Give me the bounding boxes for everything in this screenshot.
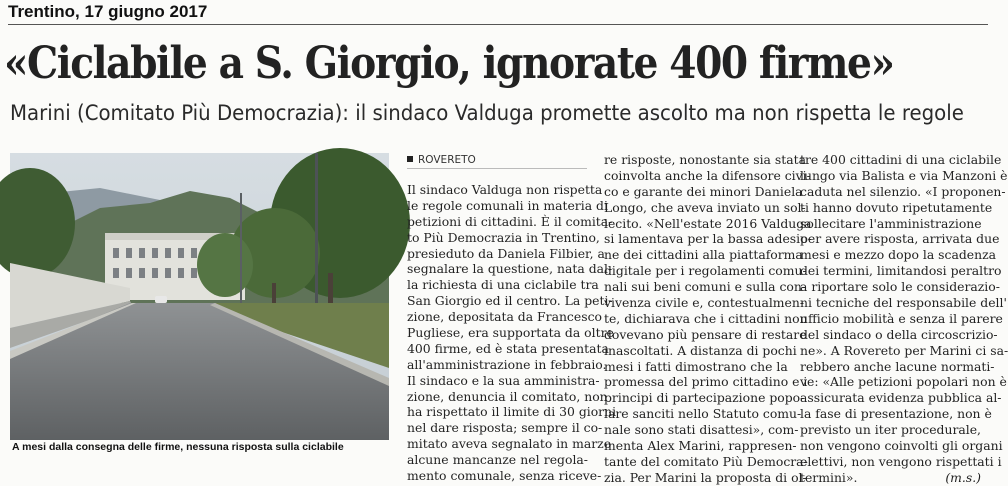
- article-line: ne dei cittadini alla piattaforma: [604, 247, 803, 263]
- article-line: lecito. «Nell'estate 2016 Valduga: [604, 215, 812, 231]
- article-line: caduta nel silenzio. «I proponen-: [800, 183, 1006, 199]
- article-line: vivenza civile e, contestualmen-: [604, 295, 805, 311]
- article-line: ti hanno dovuto ripetutamente: [800, 199, 993, 215]
- article-line: assicurata evidenza pubblica al-: [800, 390, 1002, 406]
- section-tag: [407, 154, 587, 169]
- article-column-1: [407, 182, 617, 484]
- article-line: Il sindaco Valduga non rispetta: [407, 182, 603, 197]
- article-line: tre 400 cittadini di una ciclabile: [800, 152, 1002, 167]
- article-line: la fase di presentazione, non è: [800, 406, 992, 422]
- article-line: alcune mancanze nel regola-: [407, 452, 588, 468]
- article-line: petizioni di cittadini. È il comita-: [407, 213, 613, 229]
- article-line: San Giorgio ed il centro. La peti-: [407, 293, 613, 309]
- source-date-line: Trentino, 17 giugno 2017: [8, 2, 208, 21]
- article-line: Il sindaco e la sua amministra-: [407, 372, 600, 388]
- article-line: per avere risposta, arrivata due: [800, 231, 1000, 247]
- article-line: presieduto da Daniela Filbier, a: [407, 245, 605, 261]
- article-line: zione, depositata da Francesco: [407, 309, 602, 325]
- article-line: Pugliese, era supportata da oltre: [407, 325, 614, 341]
- article-line: ha rispettato il limite di 30 giorni: [407, 404, 617, 420]
- article-line: a riportare solo le considerazio-: [800, 279, 1000, 295]
- article-line: promessa del primo cittadino e i: [604, 374, 808, 390]
- section-marker-icon: [407, 156, 413, 162]
- article-column-2: [604, 152, 812, 486]
- article-line: ufficio mobilità e senza il parere: [800, 310, 1003, 326]
- article-line: la richiesta di una ciclabile tra: [407, 277, 599, 293]
- article-line: all'amministrazione in febbraio.: [407, 356, 607, 372]
- article-line: zione, denuncia il comitato, non: [407, 388, 608, 404]
- article-line: mitato aveva segnalato in marzo: [407, 436, 612, 452]
- article-line: lungo via Balista e via Manzoni è: [800, 167, 1008, 183]
- article-line: 400 firme, ed è stata presentata: [407, 340, 609, 356]
- article-line: nali sui beni comuni e sulla con-: [604, 279, 807, 295]
- article-line: elettivi, non vengono rispettati i: [800, 453, 1002, 469]
- article-line: dei termini, limitandosi peraltro: [800, 263, 1002, 279]
- headline: «Ciclabile a S. Giorgio, ignorate 400 firme»: [4, 38, 894, 89]
- subheadline: Marini (Comitato Più Democrazia): il sindaco Valduga promette ascolto ma non rispetta le regole: [10, 101, 964, 125]
- article-line: zia. Per Marini la proposta di ol-: [604, 469, 807, 485]
- article-line: del sindaco o della circoscrizio-: [800, 326, 998, 342]
- article-photo: [10, 153, 389, 440]
- section-tag-label: ROVERETO: [418, 154, 476, 166]
- article-line: Longo, che aveva inviato un sol-: [604, 199, 806, 215]
- article-line: mento comunale, senza riceve-: [407, 468, 602, 484]
- author-signature: (m.s.): [945, 470, 981, 485]
- article-line: nale sono stati disattesi», com-: [604, 422, 799, 438]
- article-line: lare sanciti nello Statuto comu-: [604, 406, 802, 422]
- article-line: le regole comunali in materia di: [407, 197, 608, 213]
- article-line: dovevano più pensare di restare: [604, 326, 807, 342]
- article-line: menta Alex Marini, rappresen-: [604, 438, 797, 454]
- article-line: si lamentava per la bassa adesio-: [604, 231, 812, 247]
- article-line: ve: «Alle petizioni popolari non è: [800, 374, 1007, 390]
- article-line: tante del comitato Più Democra-: [604, 453, 808, 469]
- article-line: te, dichiarava che i cittadini non: [604, 310, 808, 326]
- article-line: termini».: [800, 469, 858, 485]
- article-line: inascoltati. A distanza di pochi: [604, 342, 797, 358]
- article-line: coinvolta anche la difensore civi-: [604, 167, 811, 183]
- article-line: segnalare la questione, nata dal-: [407, 261, 613, 277]
- article-line: digitale per i regolamenti comu-: [604, 263, 807, 279]
- article-line: mesi i fatti dimostrano che la: [604, 358, 788, 374]
- article-line: ni tecniche del responsabile dell': [800, 295, 1007, 311]
- article-line: sollecitare l'amministrazione: [800, 215, 982, 231]
- article-line: re risposte, nonostante sia stata: [604, 152, 806, 167]
- article-line: rebbero anche lacune normati-: [800, 358, 995, 374]
- article-column-3: [800, 152, 1008, 486]
- article-line: mesi e mezzo dopo la scadenza: [800, 247, 997, 263]
- photo-caption: A mesi dalla consegna delle firme, nessuna risposta sulla ciclabile: [12, 441, 344, 453]
- article-line: to Più Democrazia in Trentino,: [407, 229, 600, 245]
- top-rule: [8, 24, 988, 25]
- article-line: principi di partecipazione popo-: [604, 390, 805, 406]
- article-line: previsto un iter procedurale,: [800, 422, 981, 438]
- article-line: ne». A Rovereto per Marini ci sa-: [800, 342, 1008, 358]
- article-line: non vengono coinvolti gli organi: [800, 438, 1003, 454]
- article-line: nel dare risposta; sempre il co-: [407, 420, 603, 436]
- article-line: co e garante dei minori Daniela: [604, 183, 803, 199]
